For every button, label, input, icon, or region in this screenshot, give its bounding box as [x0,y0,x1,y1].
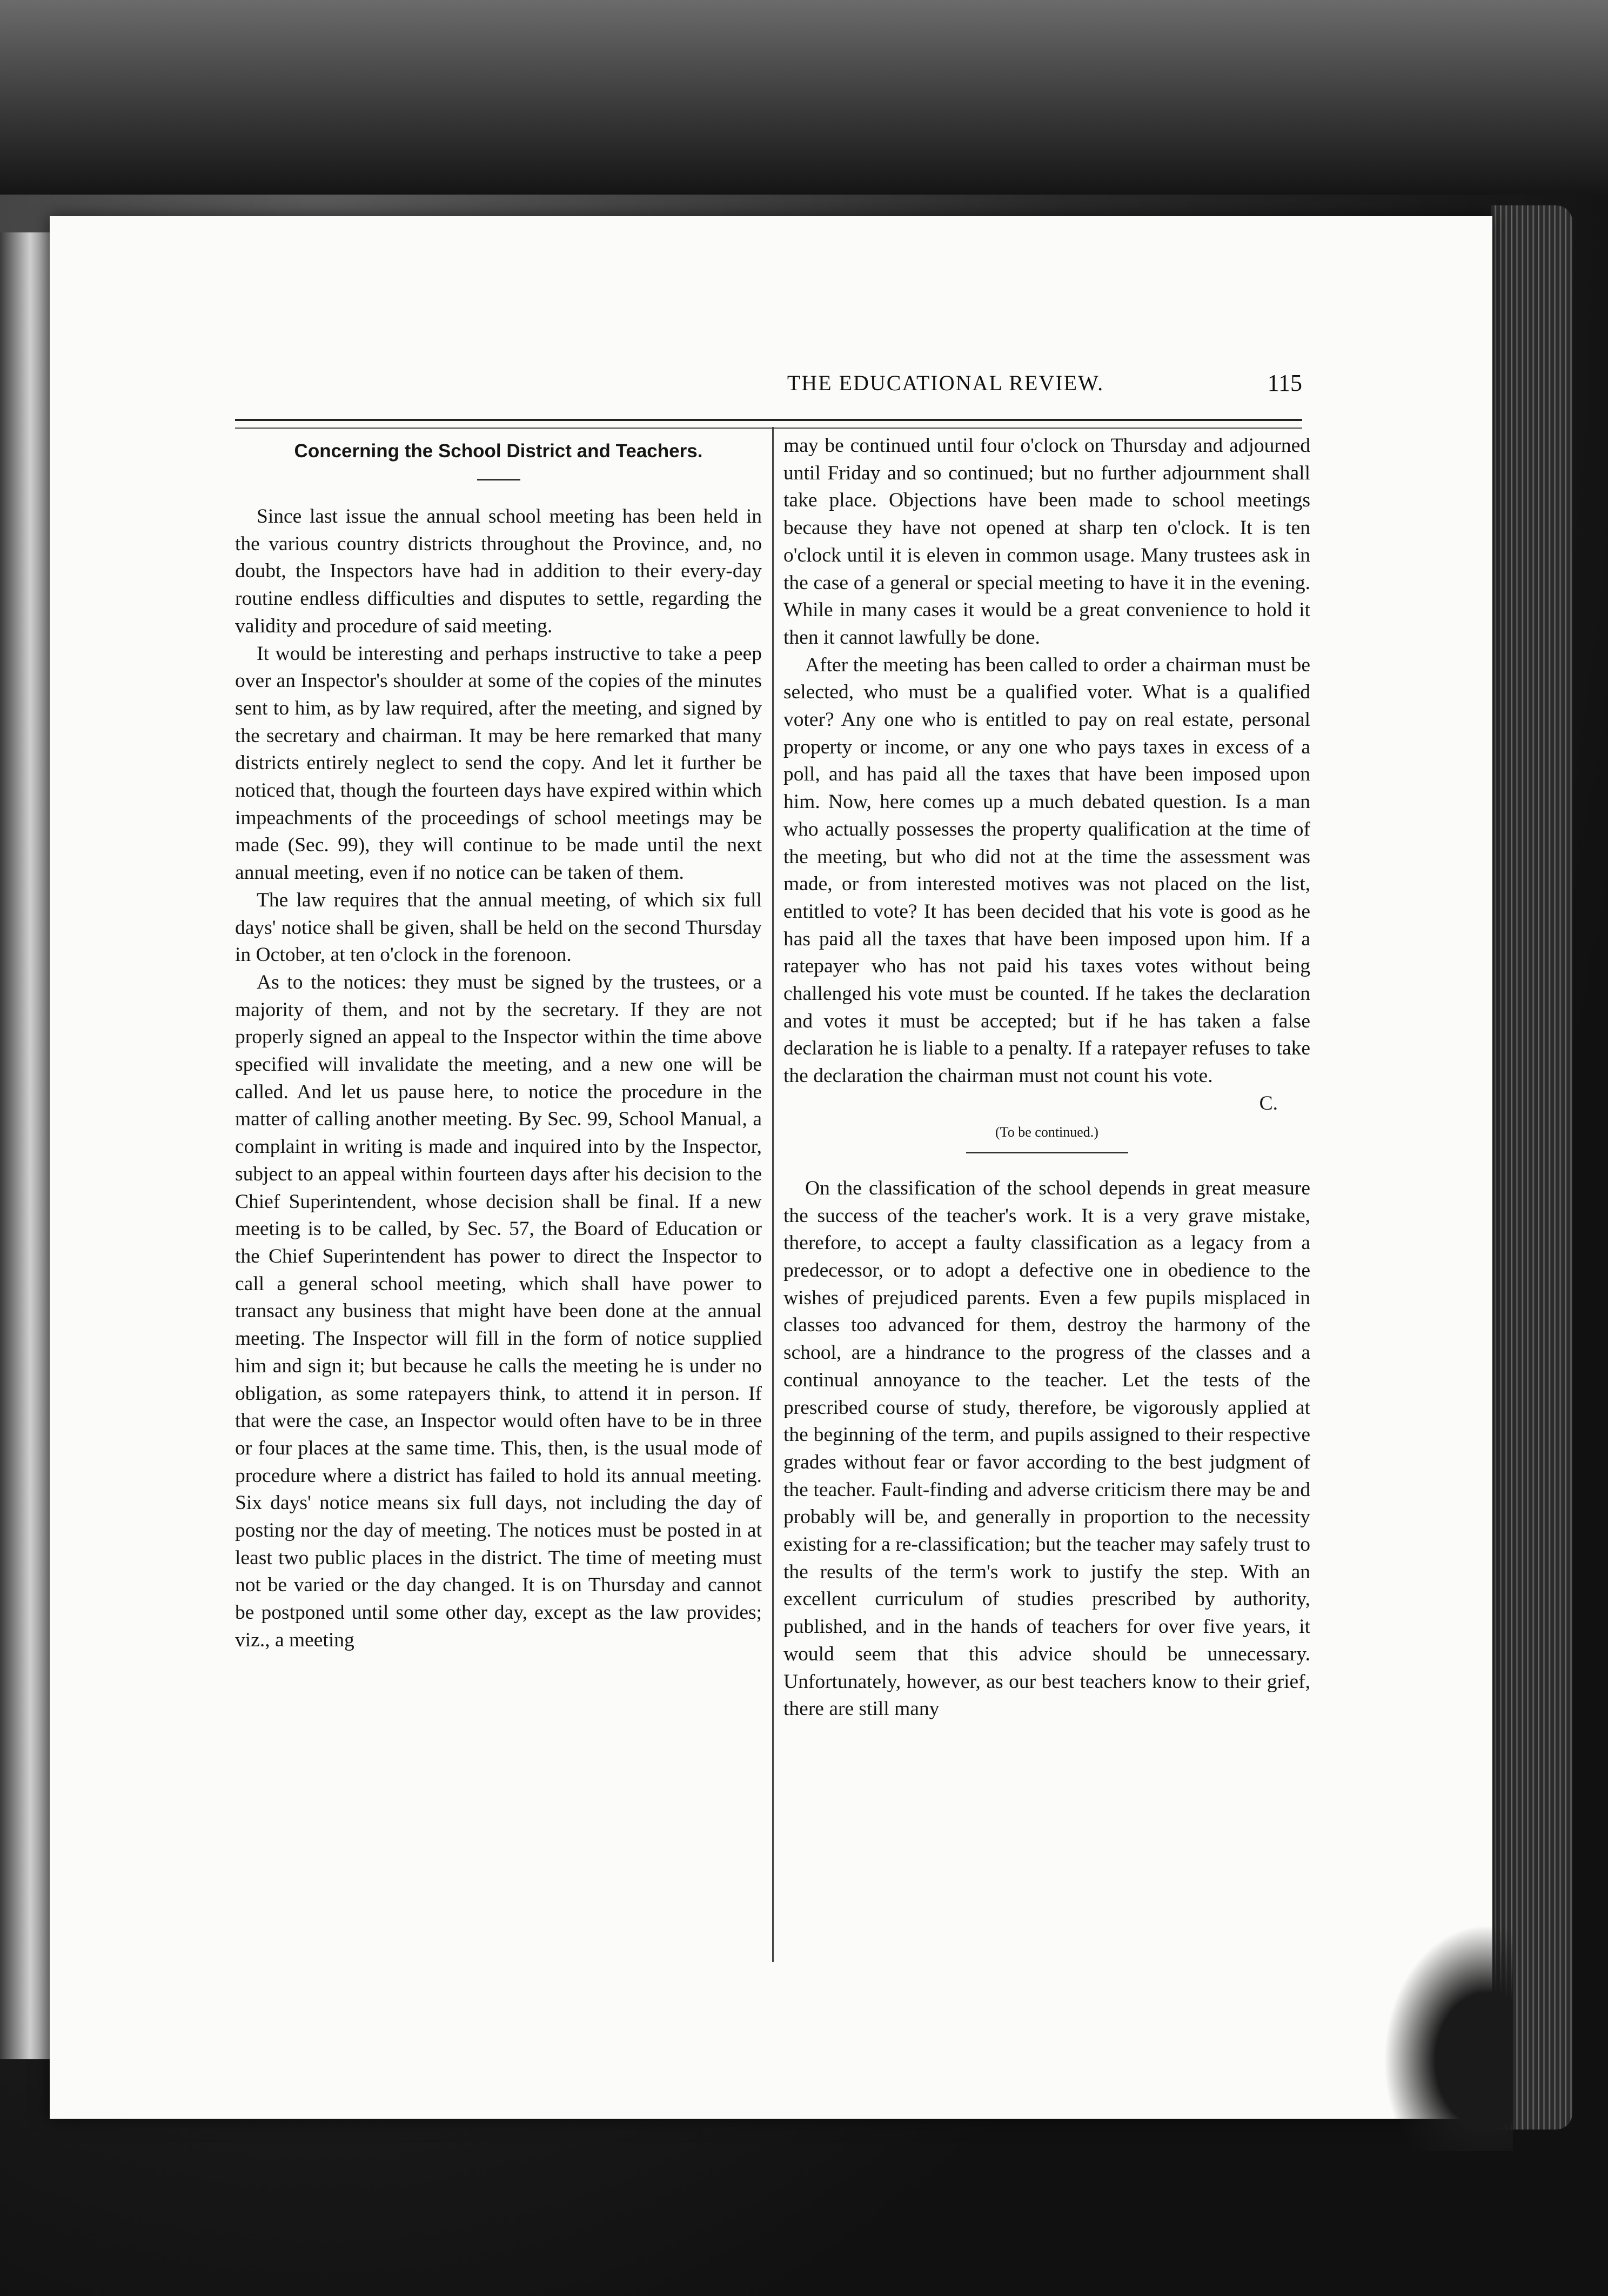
right-column [783,432,1310,1962]
book-top-edge [0,0,1608,195]
left-column [235,432,762,1962]
author-signature: C. [1259,1092,1278,1114]
page-stack-edge [1491,205,1572,2130]
to-be-continued-note: (To be continued.) [995,1124,1098,1140]
paragraph: Since last issue the annual school meeting has been held in the various country districts throughout the Province, and, no doubt, the Inspectors have had in addition to their every-day routine endless difficulties and disputes to settle, regarding the validity and procedure of said meeting. [235,505,762,637]
page-number: 115 [1267,370,1302,396]
article-separator [966,1152,1128,1153]
paragraph: may be continued until four o'clock on Thursday and adjourned until Friday and so continued; but no further adjournment shall take place. Objections have been made to school meetings because they have not opened at sharp ten o'clock. It is ten o'clock until it is eleven in common usage. Many trustees ask in the case of a general or special meeting to have it in the evening. While in many cases it would be a great convenience to hold it then it cannot lawfully be done. [783,435,1310,649]
paragraph: As to the notices: they must be signed by the trustees, or a majority of them, and not by the secretary. If they are not properly signed an appeal to the Inspector within the time above specified will invalidate the meeting, and a new one will be called. And let us pause here, to notice the procedure in the matter of calling another meeting. By Sec. 99, School Manual, a complaint in writing is made and inquired into by the Inspector, subject to an appeal within fourteen days after his decision to the Chief Superintendent, whose decision shall be final. If a new meeting is to be called, by Sec. 57, the Board of Education or the Chief Superintendent has power to direct the Inspector to call a general school meeting, which shall have power to transact any business that might have been done at the annual meeting. The Inspector will fill in the form of notice supplied him and sign it; but because he calls the meeting he is under no obligation, as some ratepayers think, to attend it in person. If that were the case, an Inspector would often have to be in three or four places at the same time. This, then, is the usual mode of procedure where a district has failed to hold its annual meeting. Six days' notice means six full days, not including the day of posting nor the day of meeting. The notices must be posted in at least two public places in the district. The time of meeting must not be varied or the day changed. It is on Thursday and cannot be postponed until some other day, except as the law provides; viz., a meeting [235,971,762,1651]
running-title: THE EDUCATIONAL REVIEW. [787,371,1104,395]
column-divider [772,427,774,1962]
facing-page-edge [0,232,50,2059]
paragraph: After the meeting has been called to order a chairman must be selected, who must be a qualified voter. What is a qualified voter? Any one who is entitled to pay on real estate, personal property or income, or any one who pays taxes in excess of a poll, and has paid all the taxes that have been imposed upon him. Now, here comes up a much debated question. Is a man who actually possesses the property qualification at the time of the meeting, but who did not at the time the assessment was made, or from interested motives was not placed on the list, entitled to vote? It has been decided that his vote is good as he has paid all the taxes that have been imposed upon him. If a ratepayer who has not paid his taxes votes without being challenged his vote must be counted. If he takes the declaration and votes it must be accepted; but if he has taken a false declaration he is liable to a penalty. If a ratepayer refuses to take the declaration the chairman must not count his vote. [783,653,1310,1087]
page-curl-shadow [1383,1924,1513,2151]
paragraph: It would be interesting and perhaps instructive to take a peep over an Inspector's shoulder at some of the copies of the minutes sent to him, as by law required, after the meeting, and signed by the secretary and chairman. It may be here remarked that many districts entirely neglect to send the copy. And let it further be noticed that, though the fourteen days have expired within which impeachments of the proceedings of school meetings may be made (Sec. 99), they will continue to be made until the next annual meeting, even if no notice can be taken of them. [235,642,762,884]
title-rule [477,479,520,480]
header-rule [235,419,1302,429]
article-title: Concerning the School District and Teachers. [294,440,703,462]
paragraph: On the classification of the school depends in great measure the success of the teacher's work. It is a very grave mistake, therefore, to accept a faulty classification as a legacy from a predecessor, or to adopt a defective one in obedience to the wishes of prejudiced parents. Even a few pupils misplaced in classes too advanced for them, destroy the harmony of the school, are a hindrance to the progress of the classes and a continual annoyance to the teacher. Let the tests of the prescribed course of study, therefore, be vigorously applied at the beginning of the term, and pupils assigned to their respective grades without fear or favor according to the best judgment of the teacher. Fault-finding and adverse criticism there may be and probably will be, and generally in proportion to the necessity existing for a re-classification; but the teacher may safely trust to the results of the term's work to justify the step. With an excellent curriculum of studies prescribed by authority, published, and in the hands of teachers for over five years, it would seem that this advice should be unnecessary. Unfortunately, however, as our best teachers know to their grief, there are still many [783,1177,1310,1720]
paragraph: The law requires that the annual meeting, of which six full days' notice shall be given, shall be held on the second Thursday in October, at ten o'clock in the forenoon. [235,889,762,966]
